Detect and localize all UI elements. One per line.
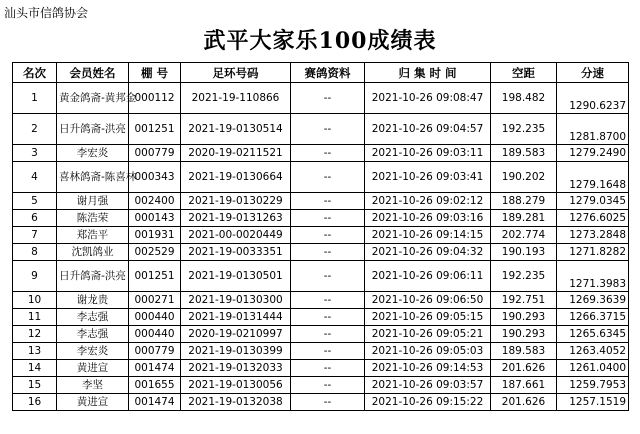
cell-speed: 1279.2490 [557,145,629,162]
cell-pigeon-info: -- [291,162,365,193]
cell-distance: 190.202 [491,162,557,193]
cell-rank: 3 [13,145,57,162]
cell-ring-number: 2021-19-0130229 [181,193,291,210]
table-row [13,261,629,292]
cell-loft-number: 002529 [129,244,181,261]
cell-speed: 1279.1648 [557,162,629,193]
cell-distance: 190.293 [491,309,557,326]
cell-member-name: 郑浩平 [57,227,129,244]
cell-ring-number: 2021-19-0130514 [181,114,291,145]
table-row [13,326,629,343]
cell-member-name: 谢月强 [57,193,129,210]
table-row [13,394,629,411]
cell-distance: 201.626 [491,360,557,377]
header-distance: 空距 [491,63,557,83]
cell-pigeon-info: -- [291,309,365,326]
cell-speed: 1266.3715 [557,309,629,326]
cell-distance: 192.235 [491,261,557,292]
cell-speed: 1263.4052 [557,343,629,360]
association-name: 汕头市信鸽协会 [4,6,89,20]
cell-arrival-time: 2021-10-26 09:05:21 [365,326,491,343]
table-row [13,162,629,193]
cell-loft-number: 000779 [129,343,181,360]
results-table [12,62,629,411]
header-loft-number: 棚 号 [129,63,181,83]
cell-speed: 1281.8700 [557,114,629,145]
cell-arrival-time: 2021-10-26 09:03:57 [365,377,491,394]
cell-speed: 1271.8282 [557,244,629,261]
cell-ring-number: 2021-19-0130056 [181,377,291,394]
cell-rank: 14 [13,360,57,377]
cell-loft-number: 000440 [129,309,181,326]
cell-pigeon-info: -- [291,326,365,343]
cell-ring-number: 2021-19-0131444 [181,309,291,326]
cell-member-name: 李志强 [57,309,129,326]
cell-ring-number: 2021-19-0132033 [181,360,291,377]
cell-loft-number: 001251 [129,114,181,145]
page-title: 武平大家乐100成绩表 [203,28,437,54]
cell-loft-number: 002400 [129,193,181,210]
cell-member-name: 李志强 [57,326,129,343]
cell-arrival-time: 2021-10-26 09:08:47 [365,83,491,114]
cell-rank: 1 [13,83,57,114]
cell-ring-number: 2021-19-0033351 [181,244,291,261]
cell-ring-number: 2021-19-0130399 [181,343,291,360]
cell-distance: 192.235 [491,114,557,145]
cell-member-name: 李宏炎 [57,343,129,360]
cell-distance: 189.281 [491,210,557,227]
header-member-name: 会员姓名 [57,63,129,83]
cell-loft-number: 000143 [129,210,181,227]
cell-speed: 1269.3639 [557,292,629,309]
cell-pigeon-info: -- [291,261,365,292]
cell-speed: 1259.7953 [557,377,629,394]
table-row [13,83,629,114]
cell-arrival-time: 2021-10-26 09:03:11 [365,145,491,162]
cell-pigeon-info: -- [291,377,365,394]
cell-rank: 11 [13,309,57,326]
cell-speed: 1261.0400 [557,360,629,377]
table-row [13,360,629,377]
cell-distance: 187.661 [491,377,557,394]
cell-arrival-time: 2021-10-26 09:05:03 [365,343,491,360]
cell-member-name: 喜林鸽斋-陈喜林 [57,162,129,193]
cell-rank: 6 [13,210,57,227]
cell-distance: 202.774 [491,227,557,244]
header-ring-number: 足环号码 [181,63,291,83]
table-row [13,244,629,261]
cell-speed: 1271.3983 [557,261,629,292]
table-row [13,377,629,394]
cell-distance: 198.482 [491,83,557,114]
cell-member-name: 日升鸽斋-洪亮 [57,261,129,292]
cell-pigeon-info: -- [291,292,365,309]
header-rank: 名次 [13,63,57,83]
cell-member-name: 李坚 [57,377,129,394]
cell-loft-number: 000271 [129,292,181,309]
table-row [13,145,629,162]
cell-ring-number: 2020-19-0211521 [181,145,291,162]
cell-arrival-time: 2021-10-26 09:05:15 [365,309,491,326]
cell-ring-number: 2021-19-0132038 [181,394,291,411]
cell-member-name: 李宏炎 [57,145,129,162]
cell-pigeon-info: -- [291,193,365,210]
cell-arrival-time: 2021-10-26 09:06:11 [365,261,491,292]
header-speed: 分速 [557,63,629,83]
cell-member-name: 陈浩荣 [57,210,129,227]
cell-arrival-time: 2021-10-26 09:03:41 [365,162,491,193]
table-row [13,309,629,326]
cell-speed: 1290.6237 [557,83,629,114]
cell-rank: 5 [13,193,57,210]
cell-rank: 12 [13,326,57,343]
cell-pigeon-info: -- [291,210,365,227]
cell-ring-number: 2021-00-0020449 [181,227,291,244]
header-row [13,63,629,83]
cell-loft-number: 001474 [129,360,181,377]
cell-distance: 189.583 [491,343,557,360]
cell-ring-number: 2021-19-110866 [181,83,291,114]
cell-pigeon-info: -- [291,360,365,377]
table-row [13,343,629,360]
cell-rank: 7 [13,227,57,244]
cell-arrival-time: 2021-10-26 09:04:32 [365,244,491,261]
cell-speed: 1279.0345 [557,193,629,210]
cell-loft-number: 001251 [129,261,181,292]
cell-pigeon-info: -- [291,227,365,244]
cell-ring-number: 2020-19-0210997 [181,326,291,343]
header-arrival-time: 归 集 时 间 [365,63,491,83]
cell-rank: 2 [13,114,57,145]
table-row [13,292,629,309]
cell-ring-number: 2021-19-0130501 [181,261,291,292]
cell-loft-number: 001474 [129,394,181,411]
table-row [13,210,629,227]
cell-arrival-time: 2021-10-26 09:14:15 [365,227,491,244]
cell-pigeon-info: -- [291,114,365,145]
cell-loft-number: 000779 [129,145,181,162]
cell-speed: 1273.2848 [557,227,629,244]
cell-member-name: 日升鸽斋-洪亮 [57,114,129,145]
cell-arrival-time: 2021-10-26 09:03:16 [365,210,491,227]
cell-distance: 188.279 [491,193,557,210]
cell-ring-number: 2021-19-0130300 [181,292,291,309]
cell-pigeon-info: -- [291,83,365,114]
cell-distance: 189.583 [491,145,557,162]
cell-rank: 10 [13,292,57,309]
cell-pigeon-info: -- [291,394,365,411]
cell-loft-number: 000343 [129,162,181,193]
cell-ring-number: 2021-19-0131263 [181,210,291,227]
cell-rank: 8 [13,244,57,261]
cell-arrival-time: 2021-10-26 09:15:22 [365,394,491,411]
cell-loft-number: 001655 [129,377,181,394]
cell-pigeon-info: -- [291,244,365,261]
cell-member-name: 沈凯鸽业 [57,244,129,261]
cell-rank: 15 [13,377,57,394]
cell-pigeon-info: -- [291,343,365,360]
table-row [13,193,629,210]
cell-speed: 1257.1519 [557,394,629,411]
cell-member-name: 谢龙贵 [57,292,129,309]
cell-loft-number: 000440 [129,326,181,343]
cell-rank: 9 [13,261,57,292]
cell-speed: 1276.6025 [557,210,629,227]
cell-ring-number: 2021-19-0130664 [181,162,291,193]
cell-distance: 192.751 [491,292,557,309]
cell-arrival-time: 2021-10-26 09:06:50 [365,292,491,309]
cell-distance: 190.193 [491,244,557,261]
cell-distance: 190.293 [491,326,557,343]
cell-arrival-time: 2021-10-26 09:04:57 [365,114,491,145]
cell-member-name: 黄进宣 [57,360,129,377]
cell-loft-number: 001931 [129,227,181,244]
header-pigeon-info: 赛鸽资料 [291,63,365,83]
cell-member-name: 黄进宣 [57,394,129,411]
cell-arrival-time: 2021-10-26 09:14:53 [365,360,491,377]
cell-member-name: 黄金鸽斋-黄邦金 [57,83,129,114]
cell-rank: 4 [13,162,57,193]
cell-arrival-time: 2021-10-26 09:02:12 [365,193,491,210]
table-row [13,114,629,145]
cell-pigeon-info: -- [291,145,365,162]
cell-rank: 16 [13,394,57,411]
cell-loft-number: 000112 [129,83,181,114]
cell-distance: 201.626 [491,394,557,411]
cell-speed: 1265.6345 [557,326,629,343]
cell-rank: 13 [13,343,57,360]
table-row [13,227,629,244]
